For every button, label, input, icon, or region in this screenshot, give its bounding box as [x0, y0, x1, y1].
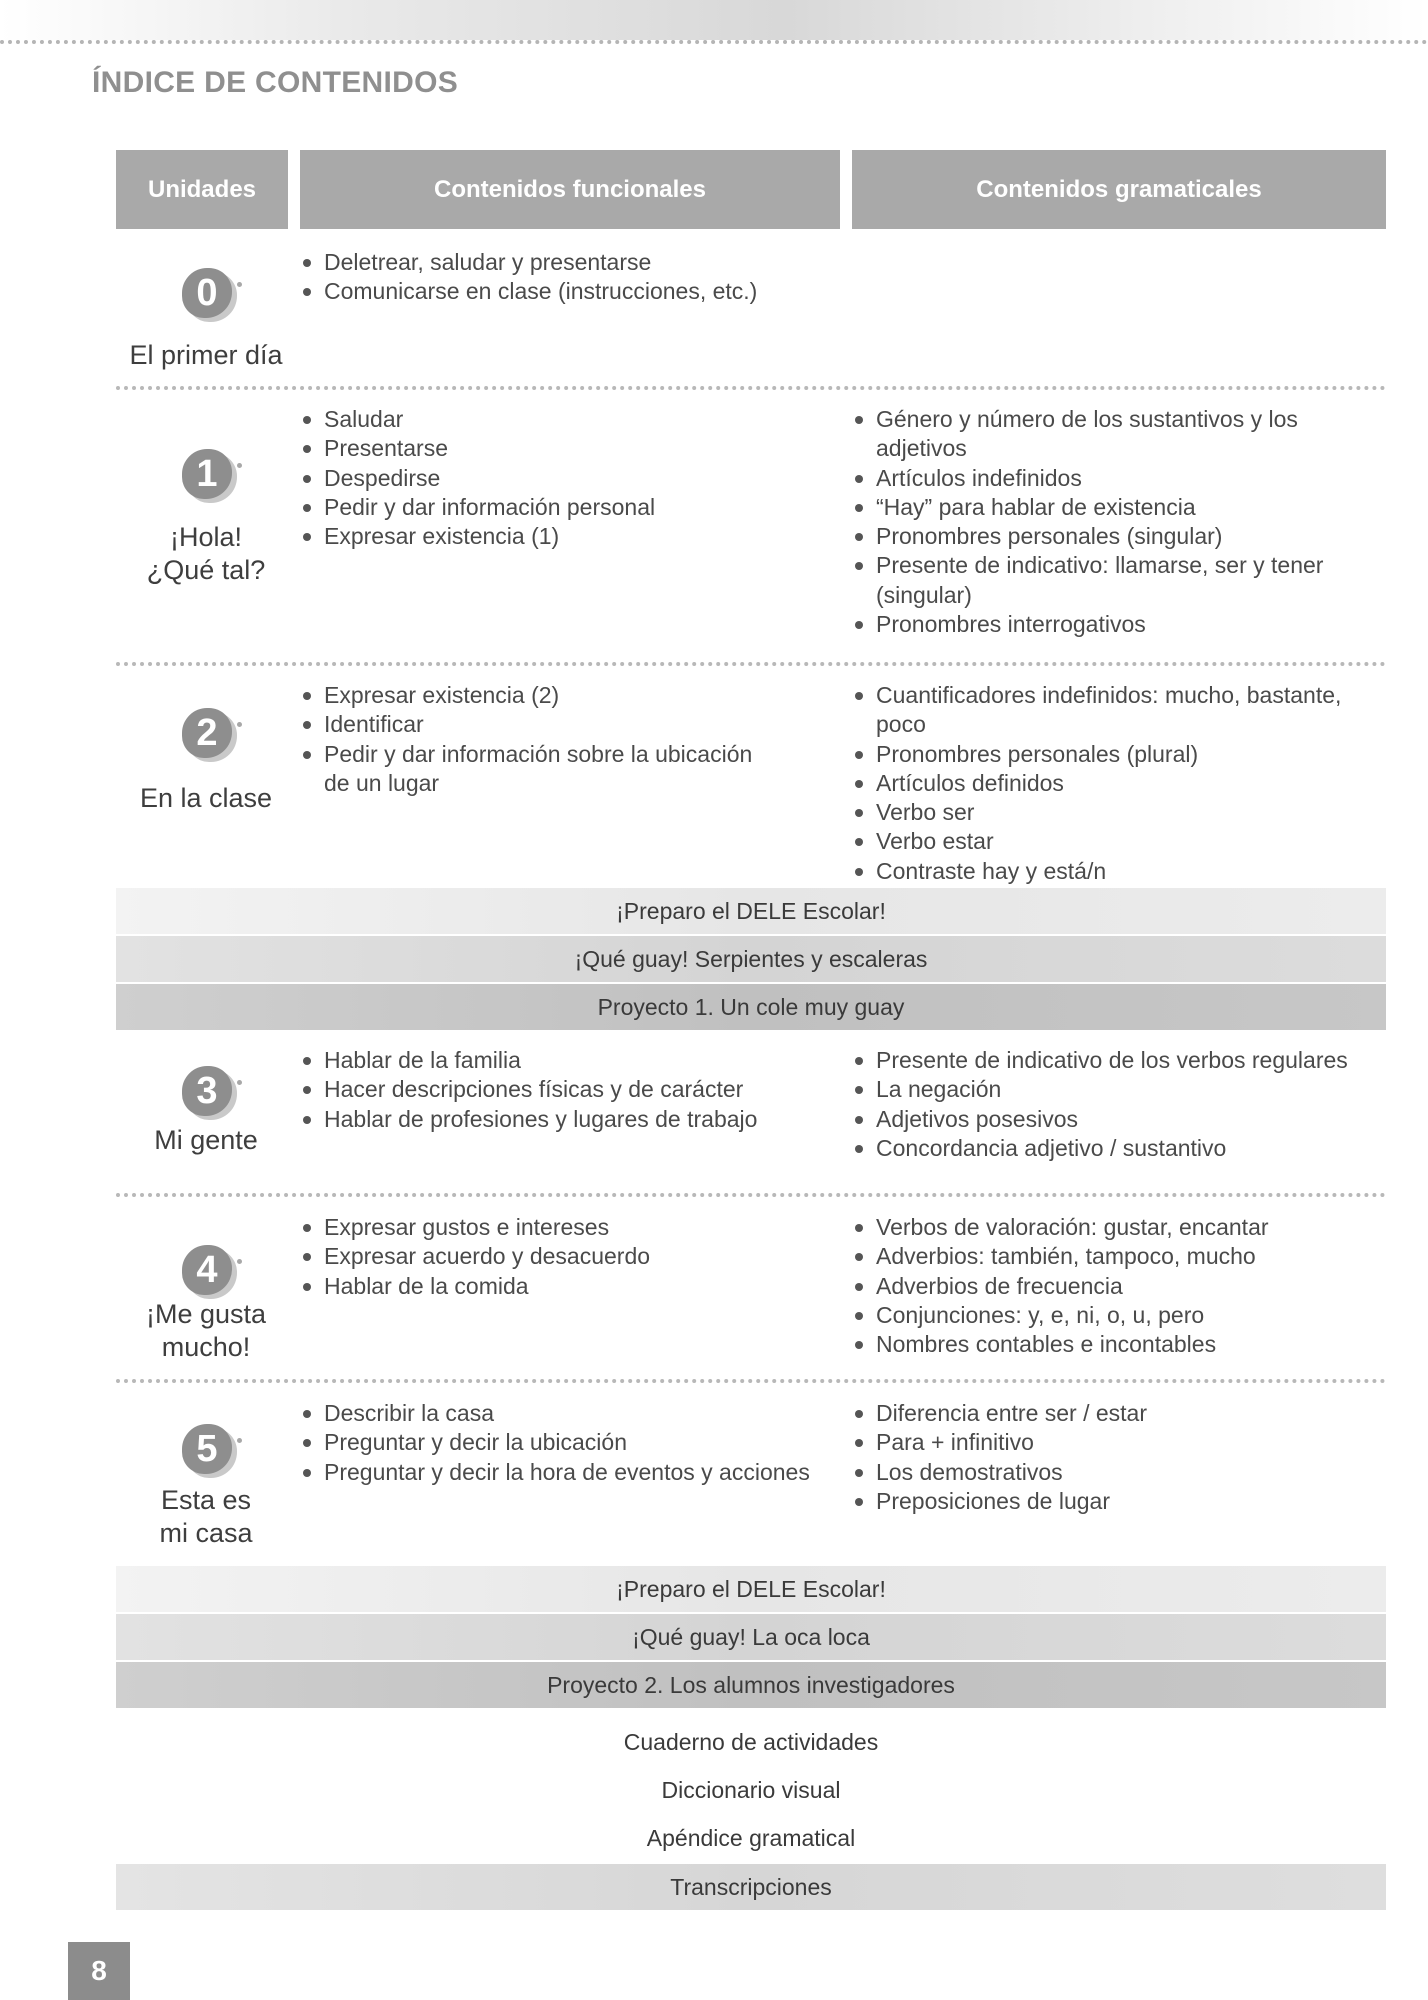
- list-item: Para + infinitivo: [852, 1428, 1392, 1457]
- band-que-guay-2: ¡Qué guay! La oca loca: [116, 1614, 1386, 1660]
- list-item: Nombres contables e incontables: [852, 1330, 1392, 1359]
- list-item: Hablar de la familia: [300, 1046, 840, 1075]
- list-item: Comunicarse en clase (instrucciones, etc.): [300, 277, 840, 306]
- unit-1-name: ¡Hola! ¿Qué tal?: [146, 522, 266, 585]
- list-item: Verbos de valoración: gustar, encantar: [852, 1213, 1392, 1242]
- unit-3-gramaticales-list: [852, 1046, 1392, 1163]
- top-banner: [0, 0, 1428, 40]
- list-item: Identificar: [300, 710, 780, 739]
- row-separator: [116, 662, 1386, 666]
- list-item: Artículos indefinidos: [852, 464, 1332, 493]
- unit-1-gramaticales-list: [852, 405, 1332, 639]
- list-item: Deletrear, saludar y presentarse: [300, 248, 840, 277]
- unit-5-funcionales-list: [300, 1399, 840, 1487]
- list-item: Conjunciones: y, e, ni, o, u, pero: [852, 1301, 1392, 1330]
- band-diccionario-visual: Diccionario visual: [116, 1767, 1386, 1813]
- list-item: Expresar gustos e intereses: [300, 1213, 840, 1242]
- unit-5-number-icon: 5: [182, 1424, 232, 1474]
- list-item: Hablar de la comida: [300, 1272, 840, 1301]
- list-item: Los demostrativos: [852, 1458, 1392, 1487]
- list-item: Despedirse: [300, 464, 840, 493]
- list-item: Preguntar y decir la hora de eventos y acciones: [300, 1458, 840, 1487]
- row-separator: [116, 1193, 1386, 1197]
- list-item: Describir la casa: [300, 1399, 840, 1428]
- unit-4-name: ¡Me gusta mucho!: [145, 1299, 267, 1362]
- list-item: Adjetivos posesivos: [852, 1105, 1392, 1134]
- band-apendice-gramatical: Apéndice gramatical: [116, 1815, 1386, 1861]
- band-transcripciones: Transcripciones: [116, 1864, 1386, 1910]
- list-item: Verbo estar: [852, 827, 1392, 856]
- unit-2-funcionales-list: [300, 681, 780, 798]
- band-proyecto-1: Proyecto 1. Un cole muy guay: [116, 984, 1386, 1030]
- list-item: Pedir y dar información sobre la ubicación de un lugar: [300, 740, 780, 799]
- list-item: Género y número de los sustantivos y los adjetivos: [852, 405, 1332, 464]
- list-item: Pronombres interrogativos: [852, 610, 1332, 639]
- unit-5-gramaticales-list: [852, 1399, 1392, 1516]
- list-item: La negación: [852, 1075, 1392, 1104]
- unit-3-funcionales-list: [300, 1046, 840, 1134]
- row-separator: [116, 386, 1386, 390]
- unit-5-name: Esta es mi casa: [159, 1485, 253, 1548]
- unit-2-gramaticales-list: [852, 681, 1392, 886]
- page-title: ÍNDICE DE CONTENIDOS: [92, 66, 459, 99]
- unit-3-name: Mi gente: [154, 1125, 258, 1155]
- list-item: Artículos definidos: [852, 769, 1392, 798]
- unit-4-funcionales-list: [300, 1213, 840, 1301]
- list-item: Hacer descripciones físicas y de carácter: [300, 1075, 840, 1104]
- list-item: Expresar existencia (2): [300, 681, 780, 710]
- unit-2-name: En la clase: [139, 783, 273, 813]
- list-item: Preposiciones de lugar: [852, 1487, 1392, 1516]
- list-item: Concordancia adjetivo / sustantivo: [852, 1134, 1392, 1163]
- list-item: Presentarse: [300, 434, 840, 463]
- page-number: 8: [68, 1942, 130, 2000]
- list-item: Saludar: [300, 405, 840, 434]
- list-item: Pronombres personales (plural): [852, 740, 1392, 769]
- row-separator: [116, 1379, 1386, 1383]
- header-contenidos-gramaticales: Contenidos gramaticales: [852, 150, 1386, 229]
- list-item: Contraste hay y está/n: [852, 857, 1392, 886]
- top-dotted-rule: [0, 40, 1428, 44]
- list-item: Presente de indicativo: llamarse, ser y tener (singular): [852, 551, 1332, 610]
- list-item: “Hay” para hablar de existencia: [852, 493, 1332, 522]
- header-unidades: Unidades: [116, 150, 288, 229]
- band-dele-escolar-2: ¡Preparo el DELE Escolar!: [116, 1566, 1386, 1612]
- unit-1-number-icon: 1: [182, 449, 232, 499]
- band-cuaderno-de-actividades: Cuaderno de actividades: [116, 1719, 1386, 1765]
- list-item: Diferencia entre ser / estar: [852, 1399, 1392, 1428]
- unit-4-number-icon: 4: [182, 1245, 232, 1295]
- list-item: Preguntar y decir la ubicación: [300, 1428, 840, 1457]
- list-item: Presente de indicativo de los verbos regulares: [852, 1046, 1392, 1075]
- unit-1-funcionales-list: [300, 405, 840, 551]
- list-item: Expresar existencia (1): [300, 522, 840, 551]
- band-que-guay-1: ¡Qué guay! Serpientes y escaleras: [116, 936, 1386, 982]
- list-item: Expresar acuerdo y desacuerdo: [300, 1242, 840, 1271]
- list-item: Adverbios: también, tampoco, mucho: [852, 1242, 1392, 1271]
- unit-0-funcionales-list: [300, 248, 840, 307]
- list-item: Pronombres personales (singular): [852, 522, 1332, 551]
- unit-2-number-icon: 2: [182, 708, 232, 758]
- band-proyecto-2: Proyecto 2. Los alumnos investigadores: [116, 1662, 1386, 1708]
- list-item: Cuantificadores indefinidos: mucho, bastante, poco: [852, 681, 1392, 740]
- unit-3-number-icon: 3: [182, 1066, 232, 1116]
- unit-4-gramaticales-list: [852, 1213, 1392, 1359]
- list-item: Hablar de profesiones y lugares de trabajo: [300, 1105, 840, 1134]
- list-item: Pedir y dar información personal: [300, 493, 840, 522]
- header-contenidos-funcionales: Contenidos funcionales: [300, 150, 840, 229]
- unit-0-number-icon: 0: [182, 268, 232, 318]
- unit-0-name: El primer día: [129, 340, 283, 370]
- list-item: Verbo ser: [852, 798, 1392, 827]
- band-dele-escolar-1: ¡Preparo el DELE Escolar!: [116, 888, 1386, 934]
- list-item: Adverbios de frecuencia: [852, 1272, 1392, 1301]
